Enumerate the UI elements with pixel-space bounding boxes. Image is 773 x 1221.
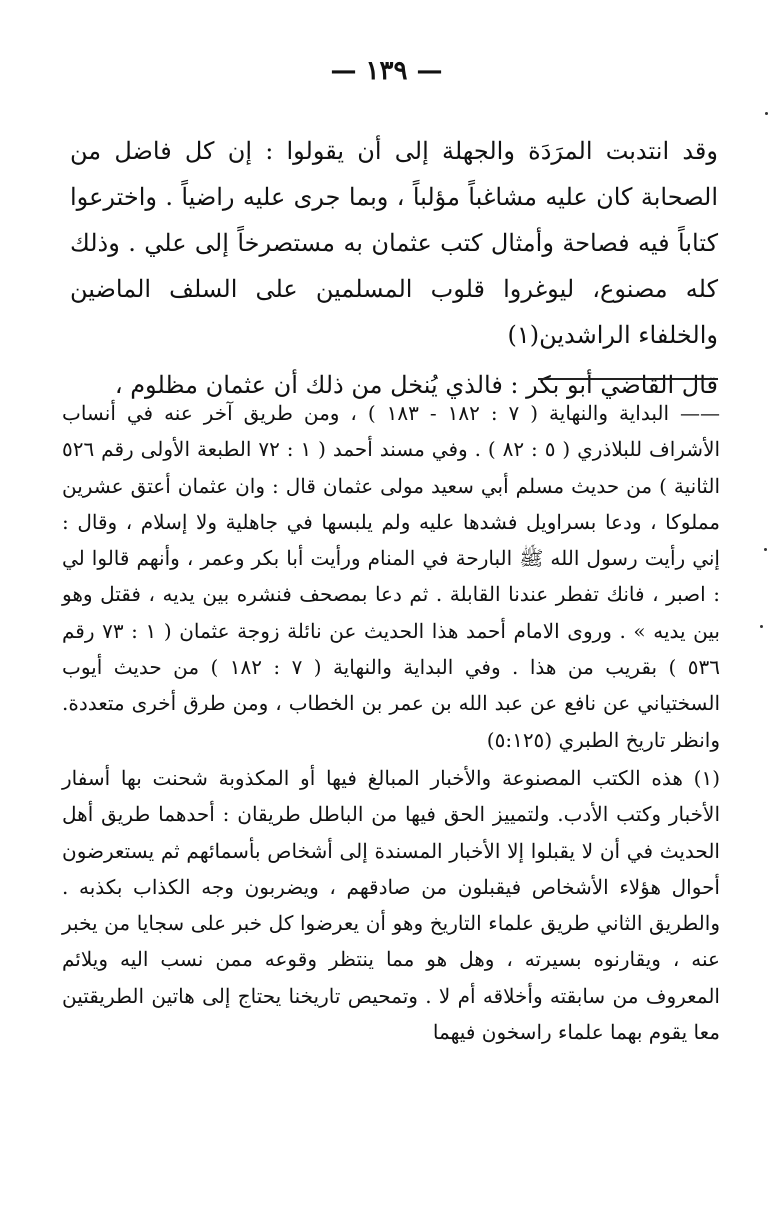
footnote-separator xyxy=(538,378,718,380)
main-paragraph: قال القاضي أبو بكر : فالذي يُنخل من ذلك أن عثمان مظلوم ، xyxy=(114,371,718,399)
scan-speck xyxy=(765,112,768,115)
page-number: — ١٣٩ — xyxy=(330,56,443,86)
main-text xyxy=(70,128,718,408)
main-paragraph: وقد انتدبت المرَدَة والجهلة إلى أن يقولوا : إن كل فاضل من الصحابة كان عليه مشاغباً مؤلباً ، وبما جرى عليه راضياً . واخترعوا كتاباً فيه فصاحة وأمثال كتب عثمان به مستصرخاً إلى علي . وذلك كله مصنوع، ليوغروا قلوب المسلمين على السلف الماضين والخلفاء الراشدين(١) xyxy=(70,137,718,349)
footnote-1: (١) هذه الكتب المصنوعة والأخبار المبالغ فيها أو المكذوبة شحنت بها أسفار الأخبار وكتب الأدب. ولتمييز الحق فيها من الباطل طريقان : أحدهما طريق أهل الحديث في أن لا يقبلوا إلا الأخبار المسندة إلى أشخاص بأسمائهم ثم يستعرضون أحوال هؤلاء الأشخاص فيقبلون من صادقهم ، ويضربون وجه الكذاب بكذبه . والطريق الثاني طريق علماء التاريخ وهو أن يعرضوا كل خبر على سجايا من يخبر عنه ، ويقارنوه بسيرته ، وهل هو مما ينتظر وقوعه ممن نسب اليه ويلائم المعروف من سابقته وأخلاقه أم لا . وتمحيص تاريخنا يحتاج إلى هاتين الطريقتين معا يقوم بهما علماء راسخون فيهما xyxy=(62,765,720,1045)
footnote-continuation: —— البداية والنهاية ( ٧ : ١٨٢ - ١٨٣ ) ، ومن طريق آخر عنه في أنساب الأشراف للبلاذري ( ٥ : ٨٢ ) . وفي مسند أحمد ( ١ : ٧٢ الطبعة الأولى رقم ٥٢٦ الثانية ) من حديث مسلم أبي سعيد مولى عثمان قال : وان عثمان أعتق عشرين مملوكا ، ودعا بسراويل فشدها عليه ولم يلبسها في جاهلية ولا إسلام ، وقال : إني رأيت رسول الله ﷺ البارحة في المنام ورأيت أبا بكر وعمر ، وأنهم قالوا لي : اصبر ، فانك تفطر عندنا القابلة . ثم دعا بمصحف فنشره بين يديه ، فقتل وهو بين يديه » . وروى الامام أحمد هذا الحديث عن نائلة زوجة عثمان ( ١ : ٧٣ رقم ٥٣٦ ) بقريب من هذا . وفي البداية والنهاية ( ٧ : ١٨٢ ) من حديث أيوب السختياني عن نافع عن عبد الله بن عمر بن الخطاب ، ومن طرق أخرى متعددة. وانظر تاريخ الطبري (٥:١٢٥) xyxy=(62,401,721,752)
scan-speck xyxy=(764,548,767,551)
footnotes xyxy=(62,395,720,1050)
scan-speck xyxy=(760,625,763,628)
